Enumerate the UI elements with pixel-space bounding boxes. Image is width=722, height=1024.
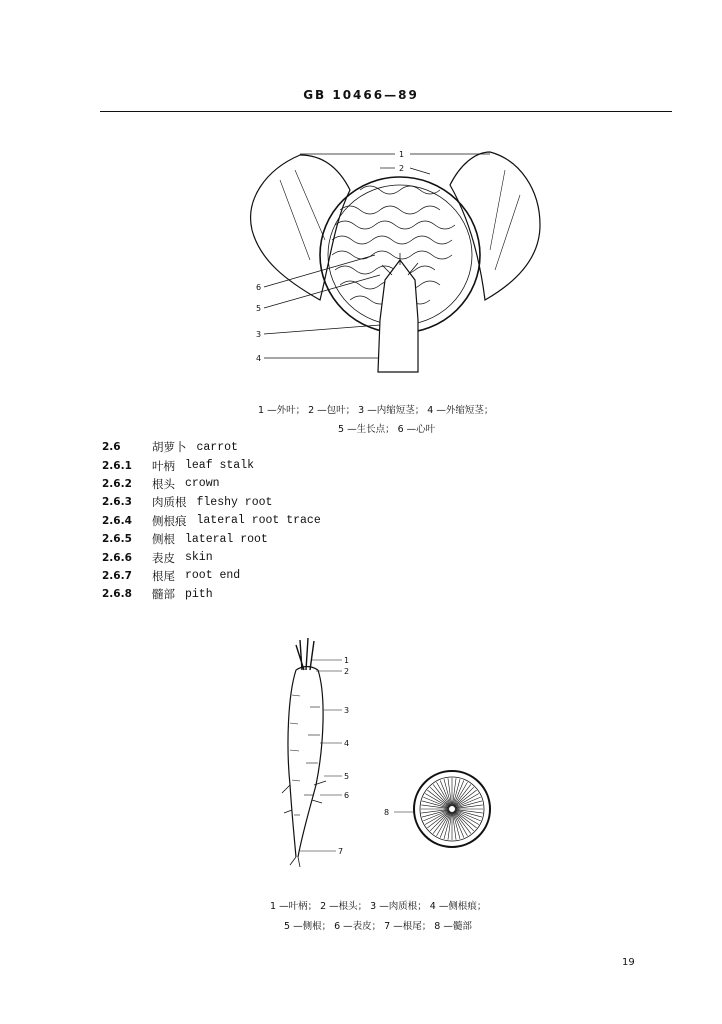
term-number: 2.6 [102,441,121,454]
figure2-caption-line1: 1 —叶柄； 2 —根头； 3 —肉质根； 4 —侧根痕； [270,901,487,912]
term-english: skin [185,551,213,565]
term-chinese: 髓部 [152,587,175,602]
term-english: root end [185,569,241,583]
term-chinese: 表皮 [152,550,175,565]
term-item [102,530,321,548]
term-item [102,438,321,456]
term-english: pith [185,587,213,601]
cabbage-section-illustration [240,140,560,380]
term-number: 2.6.2 [102,477,132,490]
outer-leaf-left [251,155,350,300]
term-chinese: 根尾 [152,568,175,583]
term-chinese: 侧根 [152,532,175,547]
fig2-label-4: 4 [344,739,350,748]
figure2-caption-line2: 5 —侧根； 6 —表皮； 7 —根尾； 8 —髓部 [284,921,472,932]
fig1-label-5: 5 [256,304,262,313]
term-number: 2.6.6 [102,551,132,564]
term-item [102,456,321,474]
carrot-illustration [270,635,370,870]
fig1-label-6: 6 [256,283,262,292]
term-item [102,512,321,530]
fig1-label-4: 4 [256,354,262,363]
fig2-label-8: 8 [384,808,390,817]
term-english: crown [185,477,220,491]
fleshy-root [288,670,323,857]
term-chinese: 胡萝卜 [152,440,187,455]
leaf-stalks [296,638,314,670]
fig2-label-3: 3 [344,706,350,715]
fig1-label-1: 1 [399,150,405,159]
term-english: carrot [196,440,238,454]
fig2-label-6: 6 [344,791,350,800]
fig1-label-2: 2 [399,164,405,173]
term-item [102,567,321,585]
fig2-label-2: 2 [344,667,350,676]
lateral-roots [282,781,326,867]
fig2-label-7: 7 [338,847,344,856]
term-item [102,585,321,603]
term-chinese: 侧根痕 [152,513,187,528]
term-item [102,475,321,493]
term-number: 2.6.8 [102,588,132,601]
fig1-label-3: 3 [256,330,262,339]
term-chinese: 叶柄 [152,458,175,473]
term-english: fleshy root [196,495,273,509]
cabbage-stem [378,260,418,372]
fig2-label-5: 5 [344,772,350,781]
carrot-cross-section [380,765,500,855]
term-english: leaf stalk [185,459,255,473]
standard-header: GB 10466—89 [303,88,419,102]
term-number: 2.6.1 [102,459,132,472]
header-rule [100,111,672,112]
term-list [102,438,321,604]
term-item [102,493,321,511]
crown [296,667,318,671]
term-number: 2.6.4 [102,514,132,527]
term-chinese: 根头 [152,476,175,491]
page-number: 19 [622,957,635,968]
term-number: 2.6.7 [102,569,132,582]
term-item [102,548,321,566]
fig2-label-1: 1 [344,656,350,665]
figure1-caption-line2: 5 —生长点； 6 —心叶 [338,424,436,435]
term-english: lateral root [185,532,268,546]
term-chinese: 肉质根 [152,495,187,510]
outer-leaf-right [450,152,540,300]
pith-rays [421,778,483,840]
lateral-root-traces [290,695,320,815]
term-number: 2.6.5 [102,533,132,546]
figure1-caption-line1: 1 —外叶； 2 —包叶； 3 —内缩短茎； 4 —外缩短茎； [258,405,494,416]
term-number: 2.6.3 [102,496,132,509]
term-english: lateral root trace [196,514,321,528]
